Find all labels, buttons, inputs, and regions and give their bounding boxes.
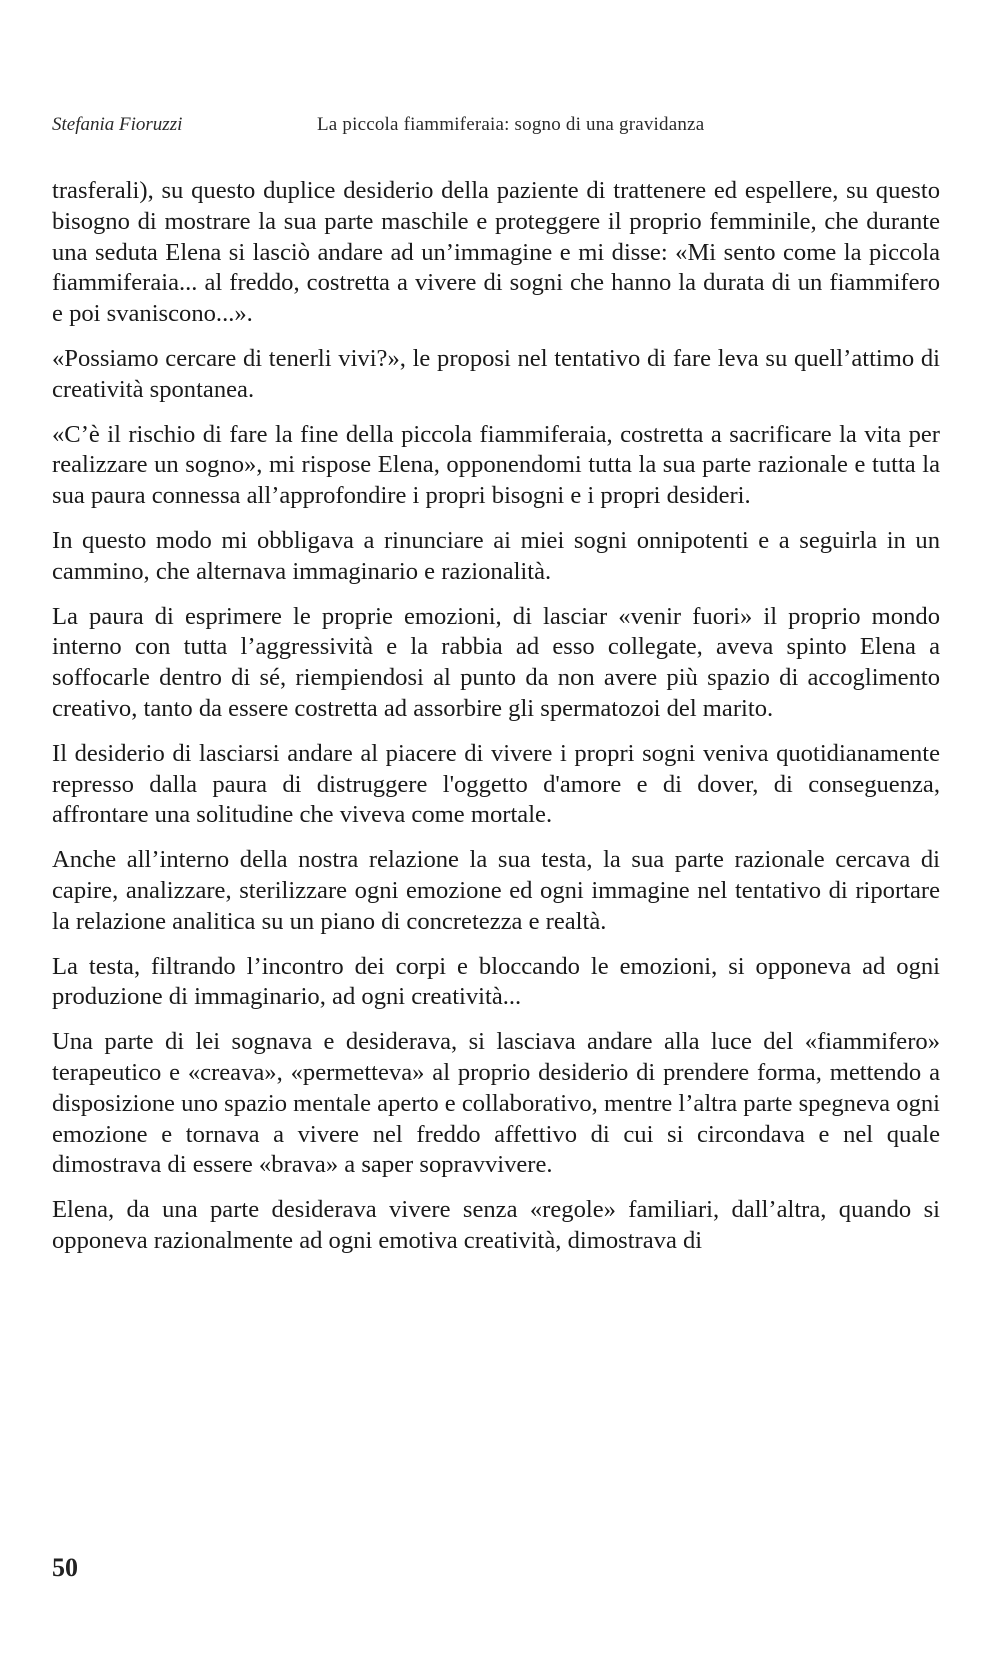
paragraph: «C’è il rischio di fare la fine della piccola fiammiferaia, costretta a sacrificare la vita per realizzare un sogno», mi rispose Elena, opponendomi tutta la sua parte razionale e tutta la sua paura connessa all’approfondire i propri bisogni e i propri desideri. bbox=[52, 420, 940, 510]
paragraph: Elena, da una parte desiderava vivere senza «regole» familiari, dall’altra, quando si opponeva razionalmente ad ogni emotiva creatività, dimostrava di bbox=[52, 1196, 940, 1254]
header-title: La piccola fiammiferaia: sogno di una gravidanza bbox=[317, 114, 705, 135]
paragraph: trasferali), su questo duplice desiderio della paziente di trattenere ed espellere, su questo bisogno di mostrare la sua parte maschile e proteggere il proprio femminile, che durante una seduta Elena si lasciò andare ad un’immagine e mi disse: «Mi sento come la piccola fiammiferaia... al freddo, costretta a vivere di sogni che hanno la durata di un fiammifero e poi svaniscono...». bbox=[52, 177, 940, 328]
paragraph: Anche all’interno della nostra relazione la sua testa, la sua parte razionale cercava di capire, analizzare, sterilizzare ogni emozione ed ogni immagine nel tentativo di riportare la relazione analitica su un piano di concretezza e realtà. bbox=[52, 846, 940, 935]
paragraph: La paura di esprimere le proprie emozioni, di lasciar «venir fuori» il proprio mondo interno con tutta l’aggressività e la rabbia ad esso collegate, aveva spinto Elena a soffocarle dentro di sé, riempiendosi al punto da non avere più spazio di accoglimento creativo, tanto da essere costretta ad assorbire gli spermatozoi del marito. bbox=[52, 602, 940, 722]
body-text bbox=[52, 176, 940, 1271]
paragraph: «Possiamo cercare di tenerli vivi?», le proposi nel tentativo di fare leva su quell’attimo di creatività spontanea. bbox=[52, 344, 940, 403]
paragraph: In questo modo mi obbligava a rinunciare ai miei sogni onnipotenti e a seguirla in un cammino, che alternava immaginario e razionalità. bbox=[52, 526, 940, 585]
page-number: 50 bbox=[52, 1553, 78, 1582]
paragraph: La testa, filtrando l’incontro dei corpi e bloccando le emozioni, si opponeva ad ogni produzione di immaginario, ad ogni creatività... bbox=[52, 952, 940, 1011]
paragraph: Il desiderio di lasciarsi andare al piacere di vivere i propri sogni veniva quotidianamente represso dalla paura di distruggere l'oggetto d'amore e di dover, di conseguenza, affrontare una solitudine che viveva come mortale. bbox=[52, 739, 940, 829]
paragraph: Una parte di lei sognava e desiderava, si lasciava andare alla luce del «fiammifero» terapeutico e «creava», «permetteva» al proprio desiderio di prendere forma, mettendo a disposizione uno spazio mentale aperto e collaborativo, mentre l’altra parte spegneva ogni emozione e tornava a vivere nel freddo affettivo di cui si circondava e nel quale dimostrava di essere «brava» a saper sopravvivere. bbox=[52, 1028, 940, 1179]
header-author: Stefania Fioruzzi bbox=[52, 114, 183, 135]
